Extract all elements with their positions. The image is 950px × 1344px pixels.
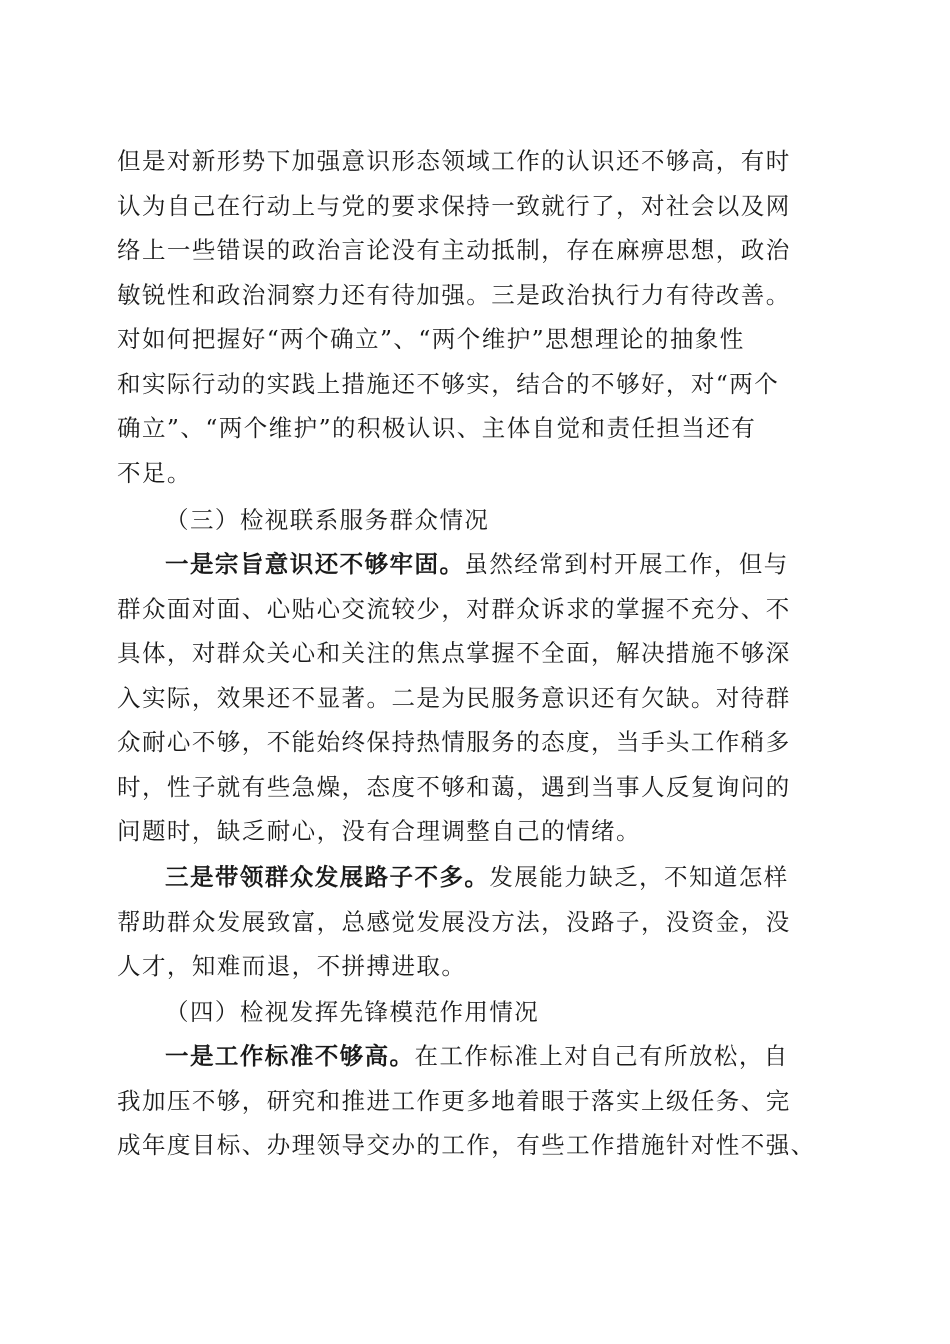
text-line	[117, 542, 827, 587]
text-line: 帮助群众发展致富，总感觉发展没方法，没路子，没资金，没	[117, 907, 791, 936]
text-span: 在工作标准上对自己有所放松，自	[414, 1042, 789, 1070]
text-line	[117, 855, 827, 900]
text-line: 我加压不够，研究和推进工作更多地着眼于落实上级任务、完	[117, 1086, 791, 1115]
paragraph-development-paths	[117, 855, 827, 989]
text-line: 群众面对面、心贴心交流较少，对群众诉求的掌握不充分、不	[117, 594, 791, 623]
text-line: 时，性子就有些急燥，态度不够和蔼，遇到当事人反复询问的	[117, 772, 791, 801]
text-line: 人才，知难而退，不拼搏进取。	[117, 952, 467, 980]
text-line: 问题时，缺乏耐心，没有合理调整自己的情绪。	[117, 817, 641, 845]
text-line: 和实际行动的实践上措施还不够实，结合的不够好，对“两个	[117, 369, 780, 398]
text-line: 入实际，效果还不显著。二是为民服务意识还有欠缺。对待群	[117, 683, 791, 712]
text-line: 成年度目标、办理领导交办的工作，有些工作措施针对性不强、	[117, 1131, 816, 1159]
paragraph-serving-masses	[117, 542, 827, 854]
text-line: 络上一些错误的政治言论没有主动抵制，存在麻痹思想，政治	[117, 236, 791, 264]
text-line: 对如何把握好“两个确立”、“两个维护”思想理论的抽象性	[117, 325, 745, 353]
section-heading-four: （四）检视发挥先锋模范作用情况	[165, 998, 540, 1026]
section-heading-three: （三）检视联系服务群众情况	[165, 506, 490, 534]
text-line: 具体，对群众关心和关注的焦点掌握不全面，解决措施不够深	[117, 639, 791, 667]
paragraph-lead: 一是工作标准不够高。	[165, 1042, 415, 1070]
text-line: 敏锐性和政治洞察力还有待加强。三是政治执行力有待改善。	[117, 280, 791, 309]
text-line: 认为自己在行动上与党的要求保持一致就行了，对社会以及网	[117, 191, 791, 220]
text-line: 确立”、“两个维护”的积极认识、主体自觉和责任担当还有	[117, 414, 757, 442]
text-span: 虽然经常到村开展工作，但与	[464, 550, 789, 578]
text-line: 但是对新形势下加强意识形态领域工作的认识还不够高，有时	[117, 147, 791, 175]
paragraph-lead: 三是带领群众发展路子不多。	[165, 863, 490, 891]
text-line: 不足。	[117, 458, 192, 487]
text-line	[117, 1034, 827, 1079]
text-span: 发展能力缺乏，不知道怎样	[489, 863, 789, 891]
paragraph-lead: 一是宗旨意识还不够牢固。	[165, 550, 465, 578]
text-line: 众耐心不够，不能始终保持热情服务的态度，当手头工作稍多	[117, 728, 791, 756]
paragraph-work-standards	[117, 1034, 827, 1168]
paragraph-political-awareness	[117, 139, 827, 495]
